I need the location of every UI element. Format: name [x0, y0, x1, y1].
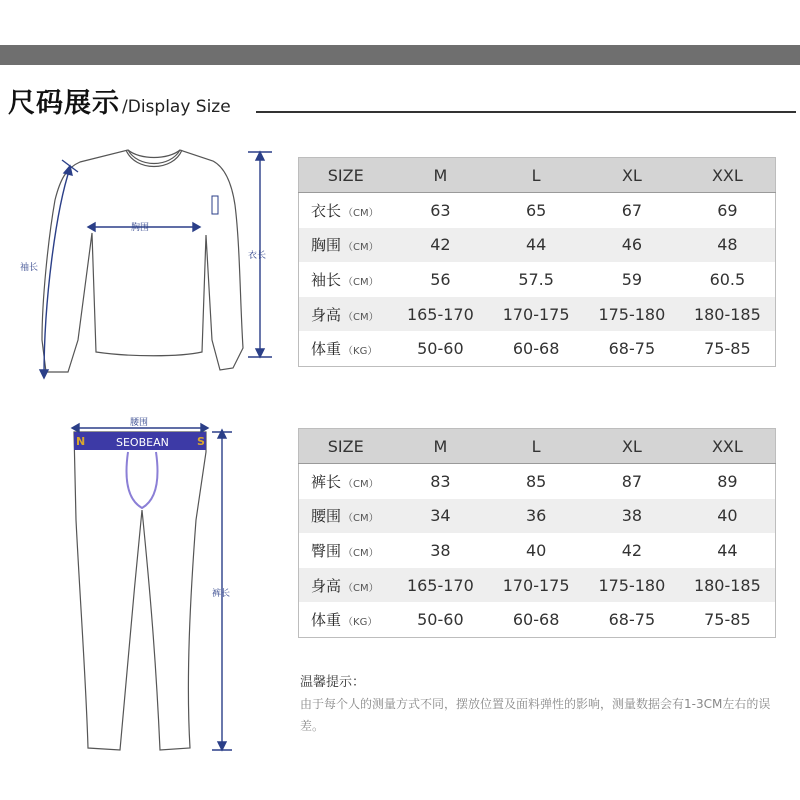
pants-diagram — [0, 0, 300, 800]
row-label: 腰围 （CM） — [299, 499, 393, 534]
table-cell: 56 — [430, 269, 451, 289]
row-label: 臀围 （CM） — [311, 541, 379, 560]
row-label: 身高 （CM） — [299, 568, 393, 603]
table-row — [299, 464, 776, 499]
top-size-table — [298, 157, 776, 367]
row-label: 衣长 （CM） — [311, 201, 379, 220]
table-cell: 50-60 — [417, 339, 464, 359]
table-cell: 75-85 — [704, 610, 751, 630]
table-row — [299, 331, 776, 366]
table-cell: 60-68 — [512, 339, 560, 359]
table-row — [299, 533, 776, 568]
table-row — [299, 297, 776, 332]
table-cell: 60-68 — [512, 610, 560, 630]
header-l: L — [488, 429, 584, 464]
table-cell: 42 — [621, 540, 643, 560]
row-label: 胸围 （CM） — [299, 228, 393, 263]
table-cell: 83 — [430, 471, 451, 491]
table-cell: 75-85 — [704, 339, 751, 359]
page-title-zh: 尺码展示 — [8, 88, 120, 119]
chest-label: 胸围 — [131, 223, 150, 233]
table-cell: 44 — [488, 228, 584, 263]
table-cell: 38 — [430, 540, 451, 560]
table-cell: 59 — [621, 269, 643, 289]
table-cell: 36 — [488, 499, 584, 534]
row-label: 身高 （CM） — [299, 297, 393, 332]
table-header-row — [299, 158, 776, 193]
table-row — [299, 568, 776, 603]
table-cell: 48 — [680, 228, 776, 263]
note-title: 温馨提示： — [300, 675, 366, 690]
table-cell: 170-175 — [488, 568, 584, 603]
header-xl: XL — [584, 429, 680, 464]
table-cell: 180-185 — [680, 568, 776, 603]
table-cell: 89 — [717, 471, 738, 491]
table-cell: 57.5 — [518, 269, 554, 289]
table-row — [299, 228, 776, 263]
header-size: SIZE — [299, 158, 393, 193]
header-xxl: XXL — [680, 158, 776, 193]
row-label: 袖长 （CM） — [311, 270, 379, 289]
waistband-right-letter: S — [197, 435, 205, 448]
length-label: 衣长 — [248, 251, 267, 261]
table-cell: 170-175 — [488, 297, 584, 332]
table-cell: 63 — [430, 200, 451, 220]
table-cell: 65 — [525, 200, 547, 220]
table-cell: 180-185 — [680, 297, 776, 332]
table-cell: 34 — [393, 499, 489, 534]
table-cell: 68-75 — [608, 610, 656, 630]
header-m: M — [393, 429, 489, 464]
table-cell: 175-180 — [584, 297, 680, 332]
table-cell: 50-60 — [417, 610, 464, 630]
page-title-en: /Display Size — [122, 97, 231, 117]
table-cell: 60.5 — [709, 269, 746, 289]
table-cell: 87 — [621, 471, 643, 491]
row-label: 体重 （KG） — [311, 340, 378, 359]
table-cell: 38 — [584, 499, 680, 534]
header-m: M — [393, 158, 489, 193]
table-cell: 46 — [584, 228, 680, 263]
table-cell: 85 — [525, 471, 547, 491]
table-cell: 68-75 — [608, 339, 656, 359]
table-header-row — [299, 429, 776, 464]
header-xl: XL — [584, 158, 680, 193]
table-cell: 44 — [717, 540, 738, 560]
waistband-brand: SEOBEAN — [116, 436, 169, 449]
table-cell: 165-170 — [393, 297, 489, 332]
pants-fly — [127, 452, 158, 508]
row-label: 裤长 （CM） — [311, 472, 379, 491]
table-cell: 69 — [717, 200, 738, 220]
table-cell: 40 — [680, 499, 776, 534]
table-row — [299, 193, 776, 228]
table-row — [299, 602, 776, 637]
header-xxl: XXL — [680, 429, 776, 464]
waist-label: 腰围 — [130, 418, 149, 428]
bottom-size-table — [298, 428, 776, 638]
table-cell: 67 — [621, 200, 643, 220]
pants-dimension-lines — [72, 424, 232, 750]
table-cell: 165-170 — [393, 568, 489, 603]
pants-outline — [74, 432, 206, 750]
pants-length-label: 裤长 — [212, 589, 231, 599]
waistband-left-letter: N — [76, 435, 86, 448]
sleeve-label: 袖长 — [20, 263, 39, 273]
table-cell: 40 — [525, 540, 547, 560]
note-body: 由于每个人的测量方式不同，摆放位置及面料弹性的影响，测量数据会有1-3CM左右的误差。 — [300, 697, 771, 733]
title-underline — [256, 111, 796, 113]
table-cell: 42 — [393, 228, 489, 263]
table-row — [299, 499, 776, 534]
table-row — [299, 262, 776, 297]
row-label: 体重 （KG） — [311, 611, 378, 630]
header-l: L — [488, 158, 584, 193]
table-cell: 175-180 — [584, 568, 680, 603]
header-size: SIZE — [299, 429, 393, 464]
